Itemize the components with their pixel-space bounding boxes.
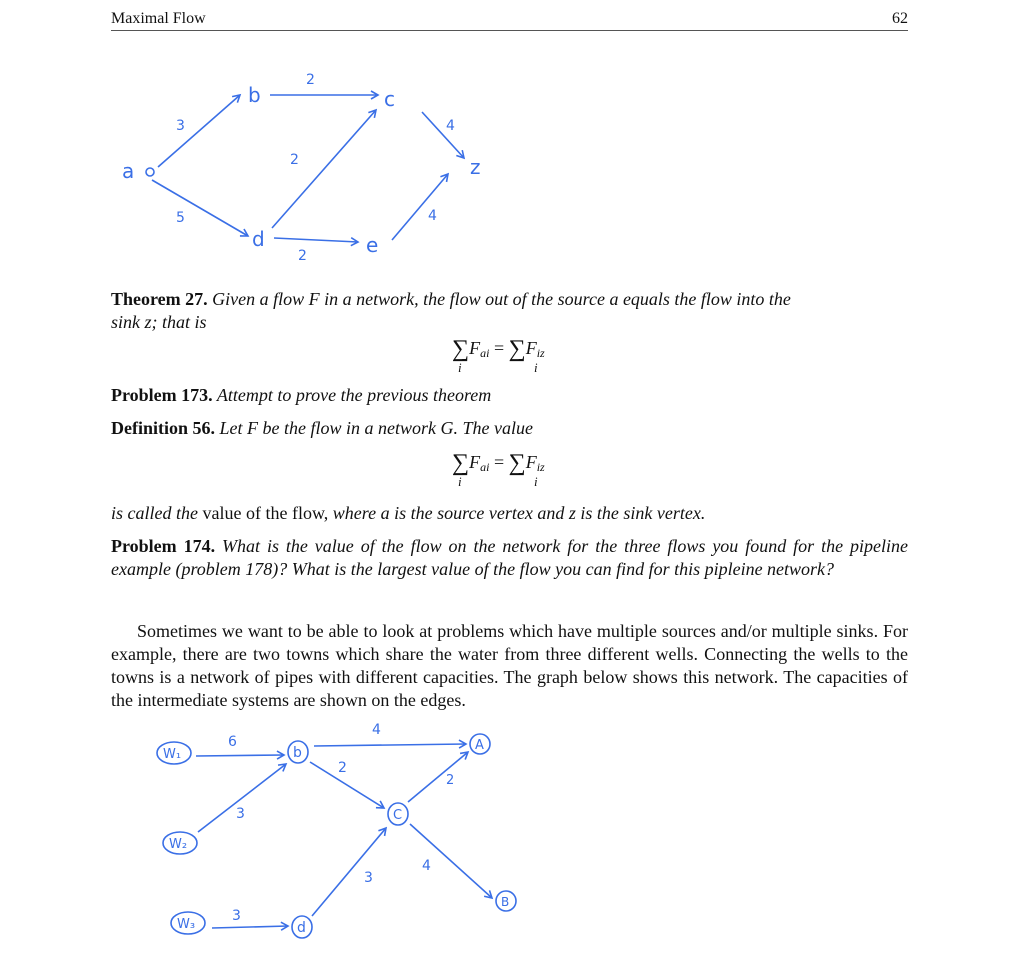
value-sentence-term: value of the flow,	[202, 503, 329, 523]
lhs-subscript: ai	[480, 346, 490, 360]
node-d: d	[252, 227, 265, 251]
edge-w3-d	[212, 926, 288, 928]
node-w2: W₂	[169, 837, 188, 852]
edge-c-z	[422, 112, 464, 158]
edge-label-d-c: 3	[364, 870, 373, 886]
edge-label-w3-d: 3	[232, 908, 241, 924]
node-b: b	[293, 745, 302, 761]
problem-173-label: Problem 173.	[111, 385, 213, 405]
lhs-subscript: ai	[480, 460, 490, 474]
flow-equation-2	[452, 448, 602, 488]
node-A: A	[475, 738, 484, 753]
node-c: c	[384, 87, 395, 111]
edge-label-d-e: 2	[298, 248, 307, 264]
edge-d-e	[274, 238, 358, 242]
edge-label-c-A: 2	[446, 773, 455, 788]
sum-symbol: ∑	[452, 450, 470, 476]
lhs-variable: F	[469, 338, 481, 358]
node-w3: W₃	[177, 917, 196, 932]
node-a: a	[122, 159, 135, 183]
page-header	[111, 8, 908, 31]
theorem-label: Theorem 27.	[111, 289, 208, 309]
edge-label-w1-b: 6	[228, 734, 237, 750]
node-e: e	[366, 233, 379, 257]
body-paragraph: Sometimes we want to be able to look at problems which have multiple sources and/or multiple sinks. For example, there are two towns which share the water from three different wells. Connecting the wells to the towns is a network of pipes with different capacities. The graph below shows this network. The capacities of the intermediate systems are shown on the edges.	[111, 621, 908, 710]
edge-b-A	[314, 744, 466, 746]
edge-label-w2-b: 3	[236, 806, 245, 822]
edge-d-c	[312, 828, 386, 916]
value-definition-sentence	[111, 502, 908, 525]
node-B: B	[501, 895, 510, 909]
flow-equation-1	[452, 334, 602, 374]
theorem-27	[111, 288, 908, 334]
rhs-subscript: iz	[536, 460, 545, 474]
edge-label-c-z: 4	[446, 118, 455, 134]
node-b: b	[248, 83, 261, 107]
running-title: Maximal Flow	[111, 10, 206, 27]
problem-173-text: Attempt to prove the previous theorem	[216, 385, 492, 405]
edge-label-a-b: 3	[176, 118, 185, 134]
rhs-subscript: iz	[536, 346, 545, 360]
sum-index: i	[534, 474, 538, 489]
edge-label-a-d: 5	[176, 210, 185, 226]
edge-label-b-c: 2	[306, 72, 315, 88]
edge-b-c	[310, 762, 384, 808]
sum-index: i	[458, 474, 462, 489]
problem-174-label: Problem 174.	[111, 536, 216, 556]
definition-56-text: Let F be the flow in a network G. The value	[219, 418, 533, 438]
edge-a-b	[158, 95, 240, 167]
edge-d-c	[272, 110, 376, 228]
edge-c-A	[408, 752, 468, 802]
rhs-variable: F	[525, 452, 537, 472]
node-c: C	[393, 808, 403, 823]
definition-56-label: Definition 56.	[111, 418, 216, 438]
value-sentence-part3: where a is the source vertex and z is the sink vertex.	[332, 503, 706, 523]
problem-173	[111, 384, 908, 407]
page-number: 62	[892, 10, 908, 27]
node-a-marker	[146, 168, 154, 176]
rhs-variable: F	[525, 338, 537, 358]
theorem-text-line1: Given a flow F in a network, the flow out of the source a equals the flow into the	[212, 289, 791, 309]
edge-label-b-A: 4	[372, 722, 381, 738]
sum-symbol: ∑	[452, 336, 470, 362]
node-z: z	[470, 155, 481, 179]
lhs-variable: F	[469, 452, 481, 472]
edge-label-e-z: 4	[428, 208, 437, 224]
definition-56	[111, 417, 908, 440]
edge-e-z	[392, 174, 448, 240]
sum-symbol: ∑	[508, 336, 526, 362]
edge-label-b-c: 2	[338, 760, 347, 776]
edge-label-d-c: 2	[290, 152, 299, 168]
edge-w1-b	[196, 755, 284, 756]
value-sentence-part1: is called the	[111, 503, 198, 523]
sum-index: i	[534, 360, 538, 375]
node-d: d	[297, 920, 306, 936]
theorem-text-line2: sink z; that is	[111, 312, 207, 332]
network-diagram-1	[110, 60, 530, 270]
equals-sign: =	[493, 452, 505, 472]
network-diagram-2	[140, 718, 540, 954]
sum-symbol: ∑	[508, 450, 526, 476]
node-w1: W₁	[163, 747, 182, 762]
equals-sign: =	[493, 338, 505, 358]
sum-index: i	[458, 360, 462, 375]
edge-label-c-B: 4	[422, 858, 431, 874]
problem-174-text: What is the value of the flow on the network for the three flows you found for the pipeline example (problem 178)? What is the largest value of the flow you can find for this pipleine network?	[111, 536, 909, 579]
edge-a-d	[152, 180, 248, 236]
problem-174	[111, 535, 908, 581]
